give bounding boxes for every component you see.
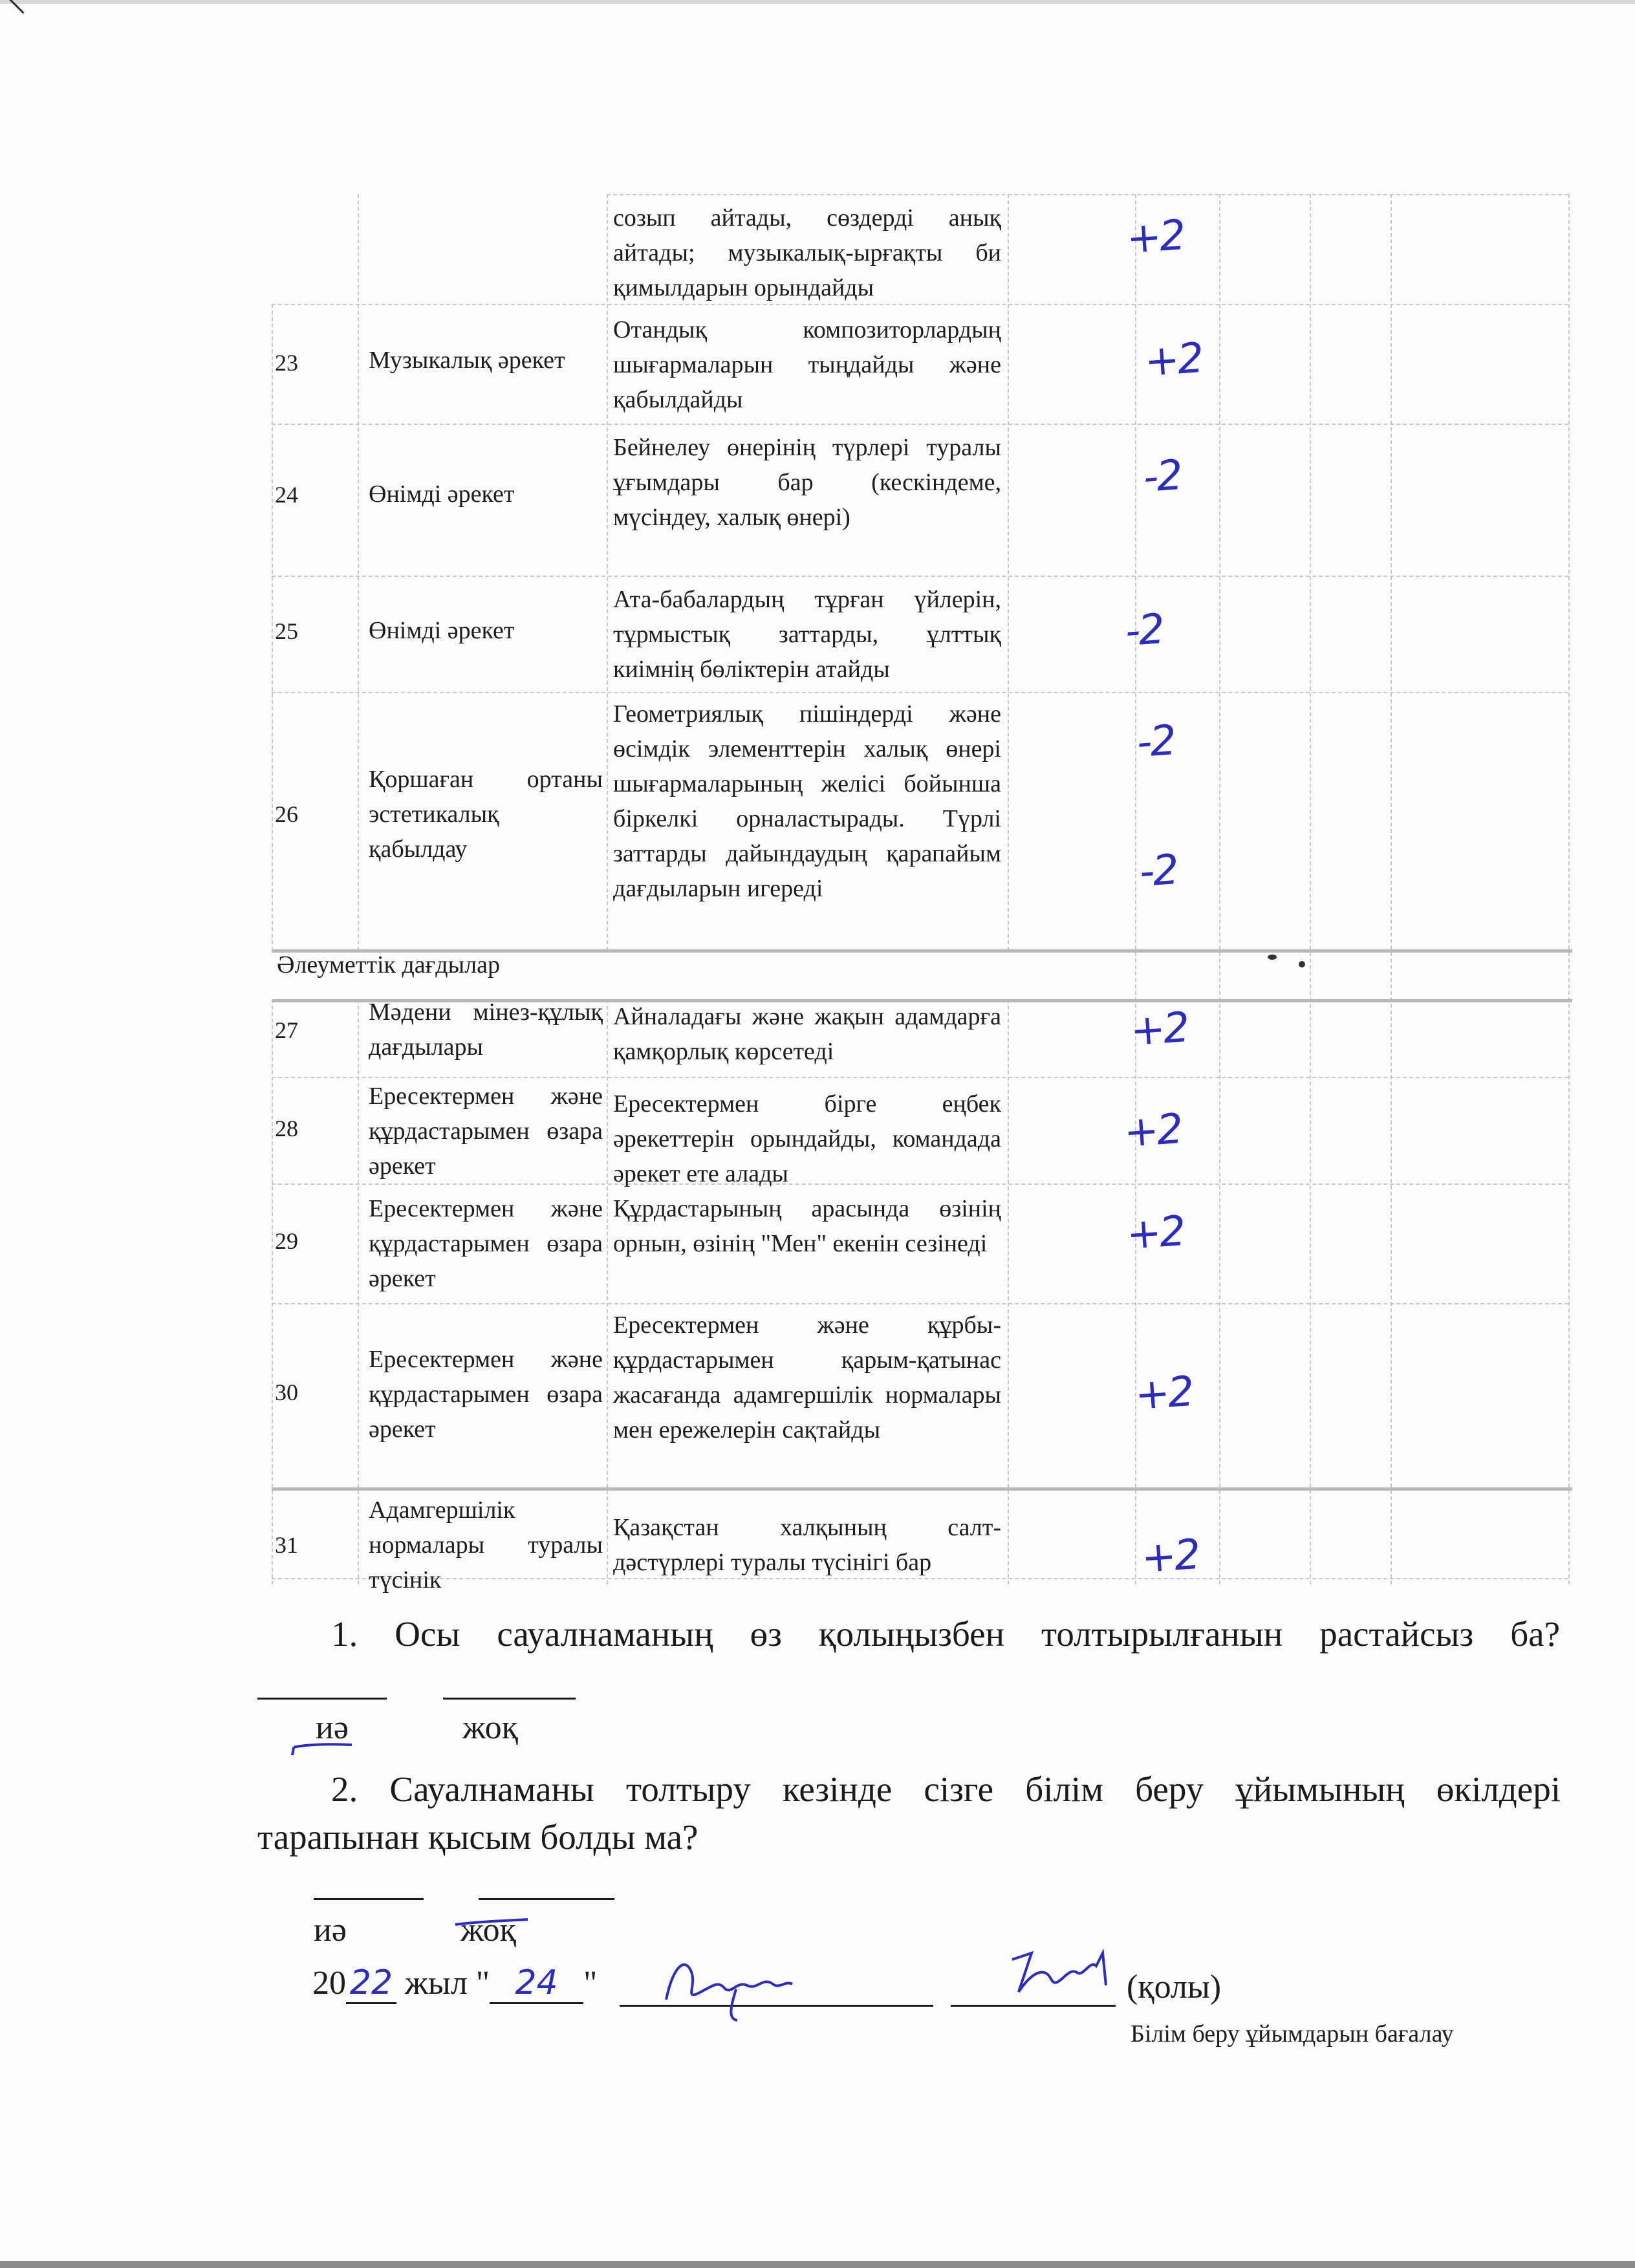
handwritten-signature: [660, 1948, 796, 2025]
date-line: 20 22 жыл " 24 ": [312, 1963, 597, 2004]
scan-speck: [1268, 955, 1277, 960]
signature-label: (қолы): [1127, 1969, 1222, 2005]
row-description: Ересектермен және құрбы-құрдастарымен қарым-қатынас жасағанда адамгершілік нормалары мен ережелерін сақтайды: [613, 1312, 1001, 1443]
row-area: Адамгершілік нормалары туралы түсінік: [369, 1496, 603, 1593]
day-value: 24: [490, 1963, 583, 2004]
option-yes: иә: [314, 1912, 347, 1949]
year-prefix: 20: [312, 1965, 346, 2002]
row-number: 30: [275, 1379, 298, 1405]
row-area: Өнімді әрекет: [369, 617, 515, 644]
score-mark: -2: [1142, 451, 1183, 502]
row-description: Қазақстан халқының салт-дәстүрлері туралы түсінігі бар: [613, 1514, 1001, 1576]
row-area: Ересектермен және құрдастарымен өзара әрекет: [369, 1195, 603, 1292]
score-mark: -2: [1138, 846, 1179, 896]
question-2-line-2: тарапынан қысым болды ма?: [257, 1817, 698, 1857]
option-no: жоқ: [462, 1709, 518, 1746]
row-area: Ересектермен және құрдастарымен өзара әрекет: [369, 1346, 603, 1443]
year-word: жыл: [405, 1965, 468, 2002]
row-description: Құрдастарының арасында өзінің орнын, өзінің "Мен" екенін сезінеді: [613, 1195, 1001, 1257]
answer-blank: [443, 1698, 576, 1700]
row-description: Ата-бабалардың тұрған үйлерін, тұрмыстық заттарды, ұлттық киімнің бөліктерін атайды: [613, 586, 1001, 683]
continuation-description: созып айтады, сөздерді анық айтады; музыкалық-ырғақты би қимылдарын орындайды: [613, 204, 1001, 301]
row-number: 26: [275, 801, 298, 827]
question-1: 1. Осы сауалнаманың өз қолыңызбен толтырылғанын растайсыз ба?: [331, 1614, 1560, 1654]
row-description: Бейнелеу өнерінің түрлері туралы ұғымдары бар (кескіндеме, мүсіндеу, халық өнері): [613, 434, 1001, 531]
answer-blank: [479, 1898, 614, 1900]
option-yes: иә: [316, 1709, 349, 1746]
row-number: 31: [275, 1532, 298, 1558]
row-description: Геометриялық пішіндерді және өсімдік элементтерін халық өнері шығармаларының желісі бойынша біркелкі орналастырады. Түрлі заттарды дайындаудың қарапайым дағдыларын игереді: [613, 700, 1001, 902]
handwritten-signature: [1006, 1940, 1116, 2011]
row-number: 25: [275, 618, 298, 644]
scan-speck: [1299, 961, 1305, 967]
row-number: 28: [275, 1116, 298, 1141]
score-mark: +2: [1122, 1105, 1183, 1157]
score-mark: +2: [1125, 1207, 1186, 1259]
option-no: жоқ: [460, 1912, 516, 1949]
row-description: Ересектермен бірге еңбек әрекеттерін орындайды, командада әрекет ете алады: [613, 1090, 1001, 1187]
row-area: Қоршаған ортаны эстетикалық қабылдау: [369, 766, 603, 863]
row-description: Отандық композиторлардың шығармаларын тыңдайды және қабылдайды: [613, 316, 1001, 413]
row-area: Мәдени мінез-құлық дағдылары: [369, 999, 603, 1061]
score-mark: +2: [1143, 334, 1204, 386]
row-number: 24: [275, 482, 298, 508]
row-description: Айналадағы және жақын адамдарға қамқорлық көрсетеді: [613, 1003, 1001, 1065]
row-number: 23: [275, 350, 298, 376]
answer-blank: [314, 1898, 424, 1900]
score-mark: +2: [1125, 211, 1186, 263]
question-2: [257, 1766, 1561, 1861]
row-area: Музыкалық әрекет: [369, 347, 565, 374]
year-suffix: 22: [346, 1963, 396, 2004]
caption: Білім беру ұйымдарын бағалау: [1131, 2020, 1454, 2047]
score-mark: +2: [1133, 1368, 1194, 1420]
score-mark: -2: [1135, 717, 1176, 767]
page-bottom-edge: [0, 2261, 1635, 2268]
answer-underline-mark: [290, 1738, 354, 1758]
row-number: 27: [275, 1017, 298, 1043]
score-mark: +2: [1140, 1531, 1200, 1582]
answer-blank: [257, 1698, 387, 1700]
section-title: Әлеуметтік дағдылар: [277, 951, 500, 978]
question-2-line-1: 2. Сауалнаманы толтыру кезінде сізге білім беру ұйымының өкілдері: [331, 1769, 1561, 1809]
row-area: Өнімді әрекет: [369, 481, 515, 508]
row-area: Ересектермен және құрдастарымен өзара әрекет: [369, 1083, 603, 1180]
row-number: 29: [275, 1228, 298, 1254]
score-mark: +2: [1129, 1004, 1189, 1055]
answer-underline-mark: [453, 1912, 530, 1931]
score-mark: -2: [1123, 605, 1165, 656]
